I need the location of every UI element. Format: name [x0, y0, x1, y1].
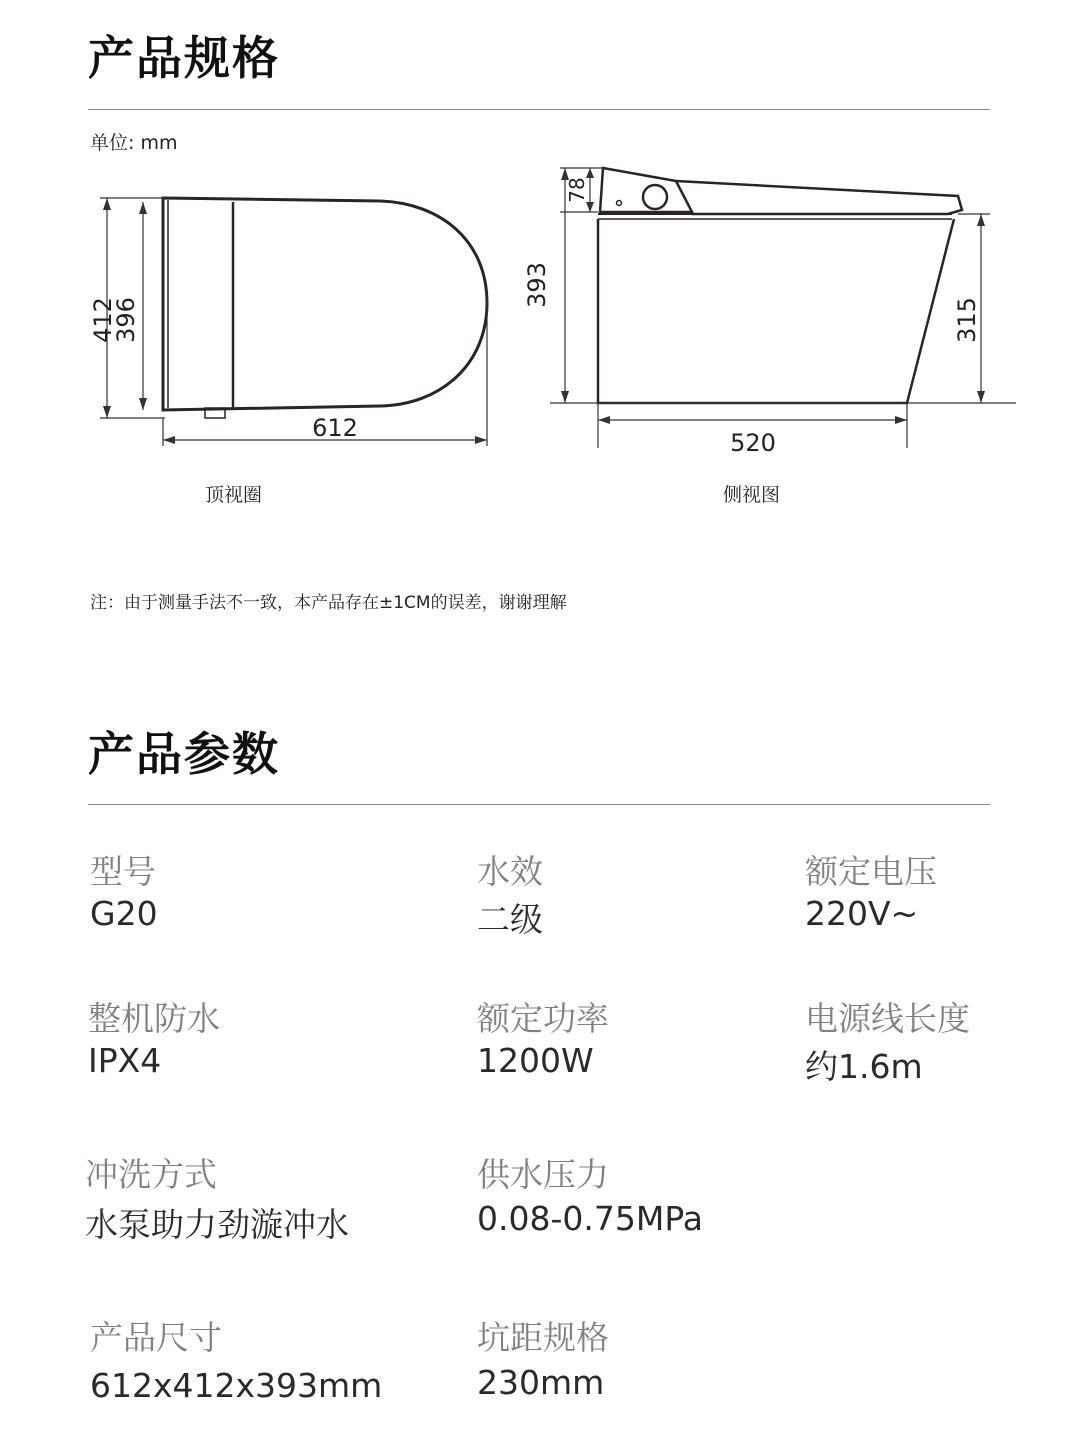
param-value-flush-mode: 水泵助力劲漩冲水 [85, 1205, 349, 1244]
side-dim-body: 315 [953, 297, 981, 343]
param-label-power: 额定功率 [477, 999, 609, 1038]
param-label-water-pressure: 供水压力 [477, 1155, 609, 1194]
side-dim-length: 520 [730, 429, 776, 457]
spec-title: 产品规格 [88, 31, 280, 85]
top-dim-width-outer: 412 [89, 297, 117, 343]
top-dim-width-inner: 396 [112, 297, 140, 343]
side-dim-height: 393 [523, 262, 551, 308]
side-view-drawing [520, 160, 1030, 460]
param-value-voltage: 220V~ [805, 894, 919, 933]
param-value-cord-length: 约1.6m [805, 1047, 923, 1086]
side-view-lid [676, 181, 962, 214]
side-view-body [598, 219, 954, 403]
measurement-note: 注：由于测量手法不一致，本产品存在±1CM的误差，谢谢理解 [90, 593, 567, 613]
param-value-model: G20 [90, 894, 158, 933]
top-view-caption: 顶视圈 [205, 484, 263, 506]
param-label-flush-mode: 冲洗方式 [85, 1155, 217, 1194]
param-label-voltage: 额定电压 [805, 852, 937, 891]
unit-label: 单位: mm [90, 132, 178, 154]
param-label-cord-length: 电源线长度 [805, 999, 970, 1038]
param-value-water-efficiency: 二级 [477, 900, 543, 939]
side-view-button [643, 185, 667, 209]
param-value-power: 1200W [477, 1041, 594, 1080]
top-view-drawing [60, 180, 520, 460]
spec-divider [88, 109, 990, 110]
param-label-water-efficiency: 水效 [477, 852, 543, 891]
param-value-water-pressure: 0.08-0.75MPa [477, 1199, 703, 1238]
param-value-rough-in: 230mm [477, 1363, 605, 1402]
param-value-dimensions: 612x412x393mm [90, 1366, 383, 1405]
params-title: 产品参数 [88, 727, 280, 781]
param-label-model: 型号 [90, 852, 156, 891]
params-divider [88, 804, 990, 805]
top-dim-length: 612 [312, 414, 358, 442]
side-dim-lid: 78 [565, 177, 589, 203]
param-value-waterproof: IPX4 [88, 1041, 162, 1080]
param-label-rough-in: 坑距规格 [477, 1318, 609, 1357]
param-label-dimensions: 产品尺寸 [90, 1318, 222, 1357]
param-label-waterproof: 整机防水 [88, 999, 220, 1038]
top-view-outline [163, 198, 487, 410]
side-view-caption: 侧视图 [723, 484, 781, 506]
